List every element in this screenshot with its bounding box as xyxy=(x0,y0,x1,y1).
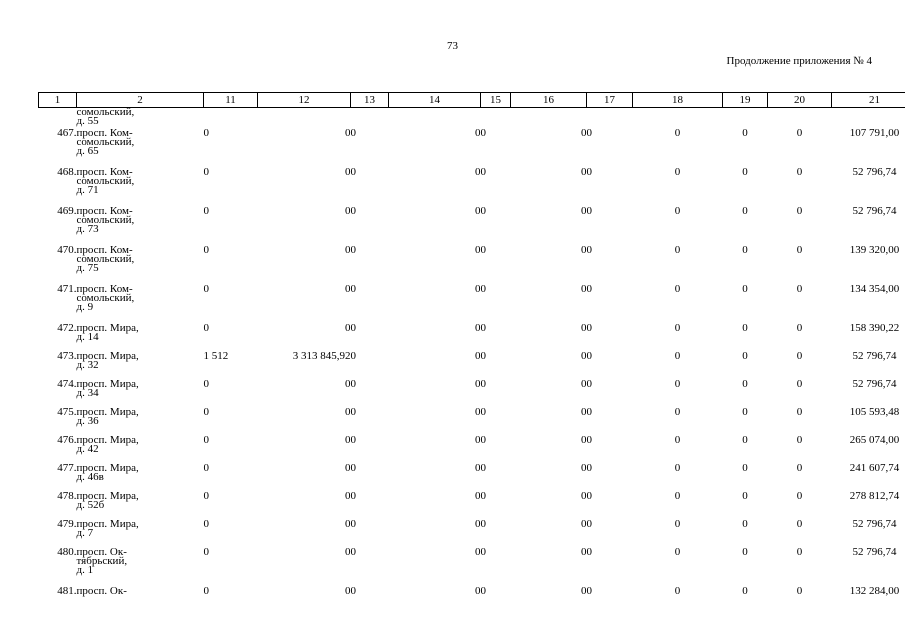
col-16-cell: 0 xyxy=(581,283,587,295)
col-17-cell: 0 xyxy=(586,378,592,390)
col-16-cell: 0 xyxy=(581,546,587,558)
appendix-note: Продолжение приложения № 4 xyxy=(726,55,872,67)
address-cell xyxy=(77,168,204,207)
col-14-cell: 0 xyxy=(475,518,481,530)
col-15-cell: 0 xyxy=(480,205,486,217)
address-line: просп. Ком- xyxy=(76,205,133,217)
col-17-cell: 0 xyxy=(586,585,592,597)
col-17-cell: 0 xyxy=(586,350,592,362)
col-21-cell: 105 593,48 xyxy=(849,406,900,418)
table-row xyxy=(39,587,905,615)
col-12-cell: 0 xyxy=(345,406,351,418)
col-20-cell: 0 xyxy=(796,322,803,334)
col-18-cell: 0 xyxy=(674,546,681,558)
address-line: просп. Ок- xyxy=(76,546,127,558)
row-number: 474. xyxy=(57,378,77,390)
col-16-cell: 0 xyxy=(581,166,587,178)
col-11-cell: 0 xyxy=(203,378,209,390)
col-13-cell: 0 xyxy=(350,378,356,390)
col-11-cell: 0 xyxy=(203,283,209,295)
address-cell xyxy=(77,352,204,380)
col-12-cell: 3 313 845,92 xyxy=(292,350,351,362)
table-row xyxy=(39,324,905,352)
table-row xyxy=(39,548,905,587)
address-line: д. 1 xyxy=(76,564,94,576)
col-15-cell: 0 xyxy=(480,166,486,178)
address-line: д. 42 xyxy=(76,443,99,455)
col-16-cell: 0 xyxy=(581,350,587,362)
address-line: просп. Ком- xyxy=(76,244,133,256)
col-header: 18 xyxy=(633,93,723,108)
col-19-cell: 0 xyxy=(742,350,748,362)
col-15-cell: 0 xyxy=(480,378,486,390)
col-19-cell: 0 xyxy=(742,434,748,446)
address-line: сомольский, xyxy=(76,253,135,265)
row-number: 469. xyxy=(57,205,77,217)
col-14-cell: 0 xyxy=(475,322,481,334)
col-20-cell: 0 xyxy=(796,462,803,474)
col-21-cell: 107 791,00 xyxy=(849,127,900,139)
col-11-cell: 0 xyxy=(203,205,209,217)
header-row xyxy=(39,93,905,108)
col-19-cell: 0 xyxy=(742,406,748,418)
row-number: 471. xyxy=(57,283,77,295)
row-number: 480. xyxy=(57,546,77,558)
col-12-cell: 0 xyxy=(345,546,351,558)
address-line: д. 34 xyxy=(76,387,99,399)
col-21-cell: 52 796,74 xyxy=(852,350,897,362)
col-19-cell: 0 xyxy=(742,378,748,390)
col-20-cell: 0 xyxy=(796,378,803,390)
table-row xyxy=(39,285,905,324)
address-line: просп. Мира, xyxy=(76,434,139,446)
col-14-cell: 0 xyxy=(475,434,481,446)
col-16-cell: 0 xyxy=(581,490,587,502)
col-15-cell: 0 xyxy=(480,406,486,418)
col-19-cell: 0 xyxy=(742,205,748,217)
col-19-cell: 0 xyxy=(742,166,748,178)
col-13-cell: 0 xyxy=(350,406,356,418)
col-12-cell: 0 xyxy=(345,518,351,530)
address-line: просп. Мира, xyxy=(76,462,139,474)
row-number: 470. xyxy=(57,244,77,256)
col-15-cell: 0 xyxy=(480,322,486,334)
col-15-cell: 0 xyxy=(480,244,486,256)
data-table xyxy=(38,92,905,615)
address-line: д. 36 xyxy=(76,415,99,427)
col-11-cell: 0 xyxy=(203,585,209,597)
row-number: 475. xyxy=(57,406,77,418)
col-13-cell: 0 xyxy=(350,585,356,597)
col-16-cell: 0 xyxy=(581,205,587,217)
address-cell xyxy=(77,207,204,246)
col-17-cell: 0 xyxy=(586,283,592,295)
col-21-cell: 52 796,74 xyxy=(852,518,897,530)
col-header: 19 xyxy=(723,93,768,108)
address-line: просп. Ок- xyxy=(76,585,127,597)
row-number: 477. xyxy=(57,462,77,474)
col-13-cell: 0 xyxy=(350,127,356,139)
col-21-cell: 158 390,22 xyxy=(849,322,900,334)
address-line: д. 52б xyxy=(76,499,105,511)
col-header: 1 xyxy=(39,93,77,108)
col-header: 13 xyxy=(351,93,389,108)
col-11-cell: 0 xyxy=(203,244,209,256)
col-17-cell: 0 xyxy=(586,546,592,558)
col-12-cell: 0 xyxy=(345,434,351,446)
col-14-cell: 0 xyxy=(475,244,481,256)
col-16-cell: 0 xyxy=(581,585,587,597)
address-line: просп. Мира, xyxy=(76,350,139,362)
col-header: 21 xyxy=(832,93,905,108)
col-19-cell: 0 xyxy=(742,518,748,530)
col-13-cell: 0 xyxy=(350,350,356,362)
col-19-cell: 0 xyxy=(742,322,748,334)
col-13-cell: 0 xyxy=(350,166,356,178)
col-16-cell: 0 xyxy=(581,378,587,390)
col-21-cell: 52 796,74 xyxy=(852,166,897,178)
col-11-cell: 0 xyxy=(203,546,209,558)
address-line: просп. Мира, xyxy=(76,322,139,334)
address-line: д. 73 xyxy=(76,223,99,235)
col-12-cell: 0 xyxy=(345,244,351,256)
col-15-cell: 0 xyxy=(480,350,486,362)
row-number: 478. xyxy=(57,490,77,502)
address-line: д. 46в xyxy=(76,471,104,483)
col-20-cell: 0 xyxy=(796,127,803,139)
col-13-cell: 0 xyxy=(350,322,356,334)
col-17-cell: 0 xyxy=(586,127,592,139)
col-17-cell: 0 xyxy=(586,166,592,178)
address-cell xyxy=(77,108,204,130)
col-21-cell: 241 607,74 xyxy=(849,462,900,474)
col-12-cell: 0 xyxy=(345,490,351,502)
address-line: д. 65 xyxy=(76,145,99,157)
address-line: д. 7 xyxy=(76,527,94,539)
col-header: 20 xyxy=(768,93,832,108)
col-12-cell: 0 xyxy=(345,585,351,597)
page-number: 73 xyxy=(447,40,458,52)
table-row xyxy=(39,380,905,408)
table-row xyxy=(39,464,905,492)
col-11-cell: 0 xyxy=(203,490,209,502)
col-14-cell: 0 xyxy=(475,490,481,502)
col-15-cell: 0 xyxy=(480,434,486,446)
col-17-cell: 0 xyxy=(586,518,592,530)
col-18-cell: 0 xyxy=(674,244,681,256)
col-21-cell: 52 796,74 xyxy=(852,205,897,217)
col-15-cell: 0 xyxy=(480,127,486,139)
address-line: сомольский, xyxy=(76,106,135,118)
col-14-cell: 0 xyxy=(475,546,481,558)
col-12-cell: 0 xyxy=(345,283,351,295)
address-line: д. 75 xyxy=(76,262,99,274)
col-17-cell: 0 xyxy=(586,244,592,256)
col-21-cell: 134 354,00 xyxy=(849,283,900,295)
col-11-cell: 0 xyxy=(203,166,209,178)
col-21-cell: 139 320,00 xyxy=(849,244,900,256)
address-line: сомольский, xyxy=(76,292,135,304)
col-13-cell: 0 xyxy=(350,283,356,295)
col-header: 12 xyxy=(258,93,351,108)
col-17-cell: 0 xyxy=(586,406,592,418)
col-19-cell: 0 xyxy=(742,462,748,474)
col-17-cell: 0 xyxy=(586,322,592,334)
address-line: сомольский, xyxy=(76,214,135,226)
col-header: 16 xyxy=(511,93,587,108)
col-14-cell: 0 xyxy=(475,585,481,597)
row-number: 468. xyxy=(57,166,77,178)
col-14-cell: 0 xyxy=(475,462,481,474)
col-18-cell: 0 xyxy=(674,490,681,502)
col-17-cell: 0 xyxy=(586,205,592,217)
address-line: д. 14 xyxy=(76,331,99,343)
col-11-cell: 0 xyxy=(203,406,209,418)
address-line: сомольский, xyxy=(76,136,135,148)
col-20-cell: 0 xyxy=(796,283,803,295)
address-line: тябрьский, xyxy=(76,555,128,567)
col-14-cell: 0 xyxy=(475,378,481,390)
row-number: 481. xyxy=(57,585,77,597)
address-cell xyxy=(77,324,204,352)
col-13-cell: 0 xyxy=(350,546,356,558)
address-line: сомольский, xyxy=(76,175,135,187)
col-header: 15 xyxy=(481,93,511,108)
address-cell xyxy=(77,285,204,324)
address-line: д. 32 xyxy=(76,359,99,371)
address-line: просп. Мира, xyxy=(76,378,139,390)
col-20-cell: 0 xyxy=(796,490,803,502)
col-11-cell: 0 xyxy=(203,462,209,474)
col-16-cell: 0 xyxy=(581,462,587,474)
col-16-cell: 0 xyxy=(581,518,587,530)
col-18-cell: 0 xyxy=(674,518,681,530)
col-20-cell: 0 xyxy=(796,585,803,597)
col-14-cell: 0 xyxy=(475,350,481,362)
table-row xyxy=(39,520,905,548)
col-18-cell: 0 xyxy=(674,585,681,597)
col-12-cell: 0 xyxy=(345,205,351,217)
col-11-cell: 0 xyxy=(203,518,209,530)
col-14-cell: 0 xyxy=(475,127,481,139)
address-line: просп. Ком- xyxy=(76,127,133,139)
col-13-cell: 0 xyxy=(350,205,356,217)
col-header: 17 xyxy=(587,93,633,108)
table-row xyxy=(39,168,905,207)
col-18-cell: 0 xyxy=(674,322,681,334)
col-17-cell: 0 xyxy=(586,462,592,474)
row-number: 473. xyxy=(57,350,77,362)
address-cell xyxy=(77,436,204,464)
address-line: просп. Мира, xyxy=(76,406,139,418)
col-18-cell: 0 xyxy=(674,462,681,474)
table-row xyxy=(39,207,905,246)
col-20-cell: 0 xyxy=(796,350,803,362)
col-14-cell: 0 xyxy=(475,166,481,178)
address-line: просп. Ком- xyxy=(76,283,133,295)
col-16-cell: 0 xyxy=(581,244,587,256)
col-21-cell: 265 074,00 xyxy=(849,434,900,446)
col-13-cell: 0 xyxy=(350,490,356,502)
col-18-cell: 0 xyxy=(674,127,681,139)
col-16-cell: 0 xyxy=(581,434,587,446)
row-number: 467. xyxy=(57,127,77,139)
col-19-cell: 0 xyxy=(742,490,748,502)
col-12-cell: 0 xyxy=(345,127,351,139)
table-row xyxy=(39,408,905,436)
col-20-cell: 0 xyxy=(796,434,803,446)
address-cell xyxy=(77,380,204,408)
col-18-cell: 0 xyxy=(674,378,681,390)
col-16-cell: 0 xyxy=(581,322,587,334)
address-line: д. 71 xyxy=(76,184,99,196)
row-number: 476. xyxy=(57,434,77,446)
col-21-cell: 278 812,74 xyxy=(849,490,900,502)
col-18-cell: 0 xyxy=(674,283,681,295)
col-20-cell: 0 xyxy=(796,205,803,217)
col-12-cell: 0 xyxy=(345,378,351,390)
col-19-cell: 0 xyxy=(742,546,748,558)
table-row xyxy=(39,129,905,168)
col-12-cell: 0 xyxy=(345,462,351,474)
col-19-cell: 0 xyxy=(742,127,748,139)
col-header: 2 xyxy=(77,93,204,108)
col-20-cell: 0 xyxy=(796,406,803,418)
col-20-cell: 0 xyxy=(796,518,803,530)
address-line: просп. Мира, xyxy=(76,490,139,502)
continuation-row xyxy=(39,108,905,130)
table-row xyxy=(39,436,905,464)
col-18-cell: 0 xyxy=(674,406,681,418)
col-19-cell: 0 xyxy=(742,585,748,597)
col-13-cell: 0 xyxy=(350,434,356,446)
col-14-cell: 0 xyxy=(475,406,481,418)
col-18-cell: 0 xyxy=(674,205,681,217)
col-17-cell: 0 xyxy=(586,490,592,502)
col-19-cell: 0 xyxy=(742,283,748,295)
address-cell xyxy=(77,129,204,168)
address-cell xyxy=(77,548,204,587)
col-21-cell: 132 284,00 xyxy=(849,585,900,597)
col-13-cell: 0 xyxy=(350,462,356,474)
col-14-cell: 0 xyxy=(475,205,481,217)
col-12-cell: 0 xyxy=(345,322,351,334)
col-17-cell: 0 xyxy=(586,434,592,446)
col-14-cell: 0 xyxy=(475,283,481,295)
address-line: просп. Ком- xyxy=(76,166,133,178)
col-header: 14 xyxy=(389,93,481,108)
table-row xyxy=(39,352,905,380)
address-cell xyxy=(77,246,204,285)
col-13-cell: 0 xyxy=(350,518,356,530)
col-12-cell: 0 xyxy=(345,166,351,178)
col-15-cell: 0 xyxy=(480,462,486,474)
col-21-cell: 52 796,74 xyxy=(852,546,897,558)
row-number: 472. xyxy=(57,322,77,334)
col-18-cell: 0 xyxy=(674,166,681,178)
address-line: д. 9 xyxy=(76,301,94,313)
col-15-cell: 0 xyxy=(480,283,486,295)
col-20-cell: 0 xyxy=(796,546,803,558)
col-19-cell: 0 xyxy=(742,244,748,256)
col-18-cell: 0 xyxy=(674,434,681,446)
address-cell xyxy=(77,520,204,548)
col-11-cell: 0 xyxy=(203,434,209,446)
address-cell xyxy=(77,464,204,492)
col-15-cell: 0 xyxy=(480,518,486,530)
table-row xyxy=(39,492,905,520)
row-number: 479. xyxy=(57,518,77,530)
col-11-cell: 0 xyxy=(203,127,209,139)
col-header: 11 xyxy=(204,93,258,108)
col-16-cell: 0 xyxy=(581,406,587,418)
col-21-cell: 52 796,74 xyxy=(852,378,897,390)
col-13-cell: 0 xyxy=(350,244,356,256)
address-line: д. 55 xyxy=(76,115,99,127)
col-11-cell: 1 512 xyxy=(203,350,229,362)
address-cell xyxy=(77,492,204,520)
col-18-cell: 0 xyxy=(674,350,681,362)
col-15-cell: 0 xyxy=(480,490,486,502)
col-11-cell: 0 xyxy=(203,322,209,334)
col-15-cell: 0 xyxy=(480,546,486,558)
col-20-cell: 0 xyxy=(796,166,803,178)
col-15-cell: 0 xyxy=(480,585,486,597)
address-line: просп. Мира, xyxy=(76,518,139,530)
address-cell xyxy=(77,587,204,615)
table-row xyxy=(39,246,905,285)
col-16-cell: 0 xyxy=(581,127,587,139)
col-20-cell: 0 xyxy=(796,244,803,256)
address-cell xyxy=(77,408,204,436)
